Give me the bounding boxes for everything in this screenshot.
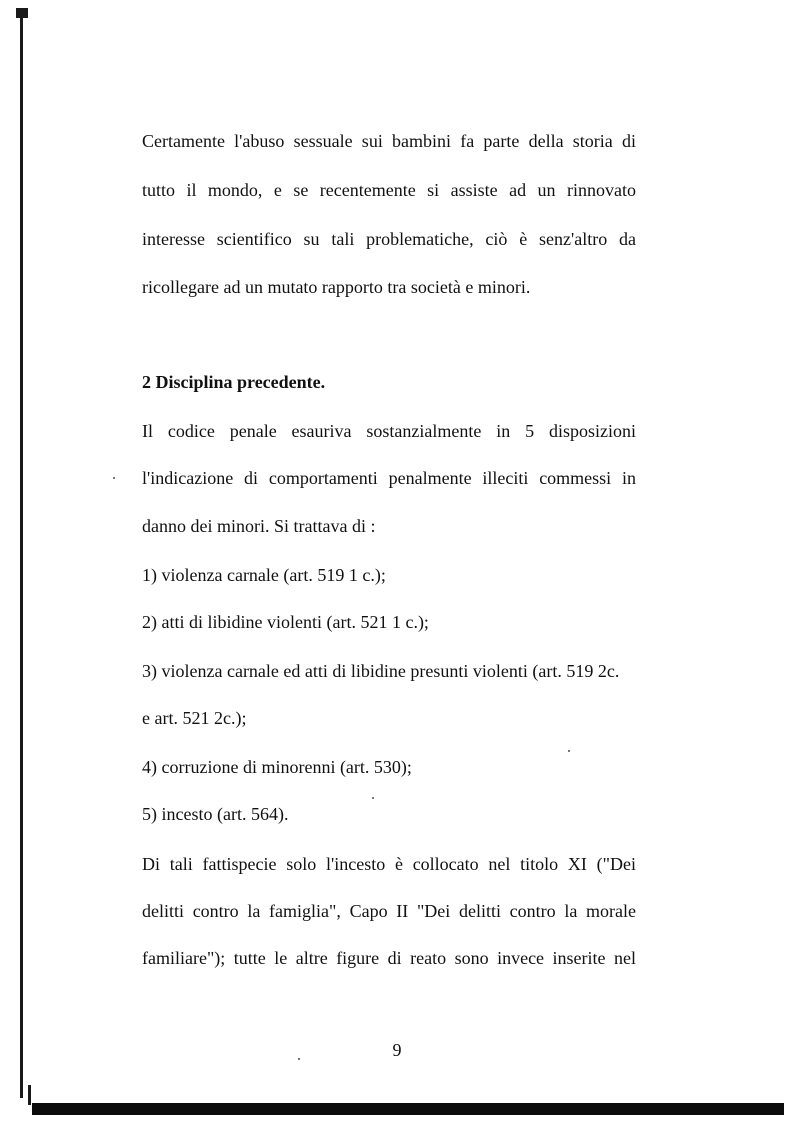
list-item: e art. 521 2c.); <box>142 708 247 728</box>
text-line: Di tali fattispecie solo l'incesto è collocato nel titolo XI ("Dei <box>142 854 636 874</box>
text-line: Il codice penale esauriva sostanzialmente in 5 disposizioni <box>142 421 636 441</box>
text-line: interesse scientifico su tali problematiche, ciò è senz'altro da <box>142 229 636 249</box>
bottom-scan-border <box>32 1103 784 1115</box>
page-number: 9 <box>392 1040 402 1060</box>
scan-speck <box>113 477 115 479</box>
text-line: danno dei minori. Si trattava di : <box>142 516 376 536</box>
list-item: 1) violenza carnale (art. 519 1 c.); <box>142 565 386 585</box>
scan-speck <box>372 797 374 799</box>
text-line: familiare"); tutte le altre figure di reato sono invece inserite nel <box>142 948 636 968</box>
list-item: 3) violenza carnale ed atti di libidine presunti violenti (art. 519 2c. <box>142 661 620 681</box>
list-item: 4) corruzione di minorenni (art. 530); <box>142 757 412 777</box>
bottom-corner-mark <box>28 1085 31 1105</box>
text-line: delitti contro la famiglia", Capo II "Dei delitti contro la morale <box>142 901 636 921</box>
left-margin-rule-cap <box>16 8 28 18</box>
text-line: ricollegare ad un mutato rapporto tra società e minori. <box>142 277 531 297</box>
text-line: l'indicazione di comportamenti penalmente illeciti commessi in <box>142 468 636 488</box>
text-line: tutto il mondo, e se recentemente si assiste ad un rinnovato <box>142 180 636 200</box>
text-line: Certamente l'abuso sessuale sui bambini fa parte della storia di <box>142 131 636 151</box>
left-margin-rule <box>20 8 23 1098</box>
list-item: 2) atti di libidine violenti (art. 521 1 c.); <box>142 612 429 632</box>
list-item: 5) incesto (art. 564). <box>142 804 289 824</box>
scan-speck <box>298 1058 300 1060</box>
scan-speck <box>568 750 570 752</box>
section-heading: 2 Disciplina precedente. <box>142 372 326 392</box>
